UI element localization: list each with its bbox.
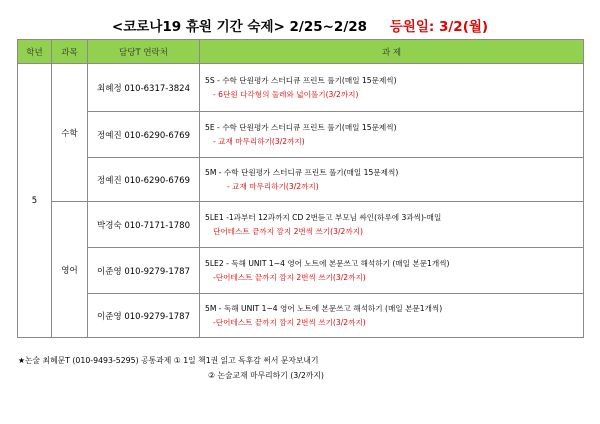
- teacher-contact: 최혜정 010-6317-3824: [88, 64, 200, 112]
- teacher-contact: 박경숙 010-7171-1780: [88, 202, 200, 248]
- table-row: [18, 248, 584, 294]
- table-row: [18, 202, 584, 248]
- task-deadline: - 6단원 다각형의 둘레와 넓이풀기(3/2까지): [213, 89, 359, 99]
- task-cell: [200, 158, 584, 202]
- task-deadline: -단어테스트 끝까지 깜지 2번씩 쓰기(3/2까지): [213, 317, 366, 327]
- task-line: 5M - 수학 단원평가 스터디큐 프린트 풀기(매일 15문제씩): [205, 167, 399, 177]
- task-deadline: -단어테스트 끝까지 깜지 2번씩 쓰기(3/2까지): [213, 272, 366, 282]
- table-row: [18, 64, 584, 112]
- task-cell: [200, 112, 584, 158]
- task-deadline: - 교재 마무리하기(3/2까지): [227, 181, 319, 191]
- task-line: 5LE1 -1과부터 12과까지 CD 2번듣고 부모님 싸인(하루에 3과씩)-매일: [205, 212, 442, 222]
- task-cell: [200, 64, 584, 112]
- teacher-contact: 이준영 010-9279-1787: [88, 248, 200, 294]
- attendance-date: 등원일: 3/2(월): [389, 19, 489, 35]
- header-grade: 학년: [18, 40, 52, 64]
- page-title: [0, 15, 600, 35]
- task-deadline: - 교재 마무리하기(3/2까지): [213, 136, 305, 146]
- task-deadline: 단어테스트 끝까지 깜지 2번씩 쓰기(3/2까지): [213, 226, 364, 236]
- task-cell: [200, 294, 584, 338]
- grade-cell: 5: [18, 64, 52, 338]
- footer-note: [18, 354, 324, 383]
- header-task: 과 제: [200, 40, 584, 64]
- title-text: <코로나19 휴원 기간 숙제> 2/25~2/28: [111, 19, 368, 35]
- table-row: [18, 158, 584, 202]
- task-cell: [200, 248, 584, 294]
- task-cell: [200, 202, 584, 248]
- header-teacher: 담당T 연락처: [88, 40, 200, 64]
- homework-table: [17, 39, 584, 338]
- subject-english: 영어: [52, 202, 88, 338]
- teacher-contact: 정예진 010-6290-6769: [88, 158, 200, 202]
- table-row: [18, 294, 584, 338]
- teacher-contact: 정예진 010-6290-6769: [88, 112, 200, 158]
- task-line: 5S - 수학 단원평가 스터디큐 프린트 풀기(매일 15문제씩): [205, 75, 397, 85]
- subject-math: 수학: [52, 64, 88, 202]
- task-line: 5E - 수학 단원평가 스터디큐 프린트 풀기(매일 15문제씩): [205, 122, 397, 132]
- table-row: [18, 112, 584, 158]
- footer-line-1: ★논술 최혜문T (010-9493-5295) 공통과제 ① 1일 책1권 읽고 독후감 써서 문자보내기: [18, 356, 319, 365]
- task-line: 5M - 독해 UNIT 1~4 영어 노트에 본문쓰고 해석하기 (매일 본문1개씩): [205, 303, 443, 313]
- footer-line-2: ② 논술교재 마무리하기 (3/2까지): [208, 370, 324, 380]
- teacher-contact: 이준영 010-9279-1787: [88, 294, 200, 338]
- table-header-row: [18, 40, 584, 64]
- task-line: 5LE2 - 독해 UNIT 1~4 영어 노트에 본문쓰고 해석하기 (매일 본문1개씩): [205, 258, 450, 268]
- header-subject: 과목: [52, 40, 88, 64]
